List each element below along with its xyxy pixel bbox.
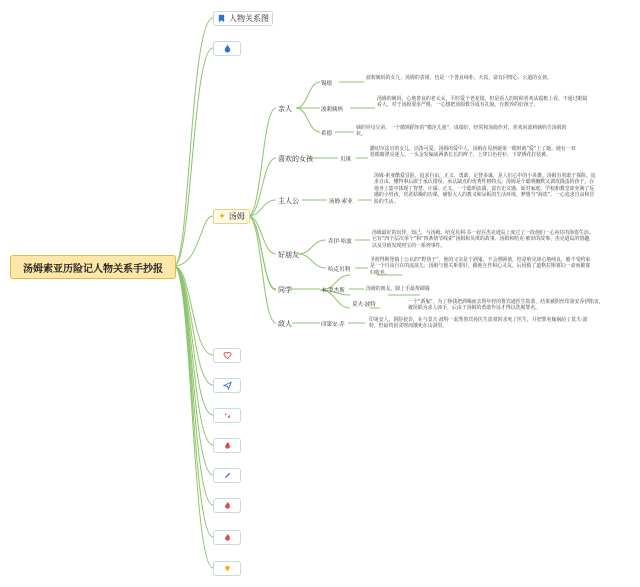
- fire-icon: [223, 501, 232, 510]
- desc-huck: 圣彼得斯堡镇上公认的“野孩子”，他的父亲是个酒鬼，不会照顾他。但是哈克却心地纯良，豁不受约束是一个自由自在的流浪儿；汤姆与他关系要好，跟他互作和心灵友。后因救了道格拉斯寡妇一命而被寡妇收养。: [370, 257, 591, 276]
- group-classmate: 同学: [278, 286, 292, 294]
- group-family: 亲人: [278, 105, 292, 113]
- person-mary: 希德: [321, 131, 333, 137]
- side-node-4: [213, 438, 241, 453]
- side-node-7: [213, 530, 241, 545]
- desc-injun: 印第安人，阴险狡诈，在与莫夫·波特一起帮鲁宾孙医生盗墓时杀死了医生，并把罪名嫁祸给了莫夫·波特，但最终因贪财而饿死在山洞里。: [369, 317, 588, 330]
- root-title: 汤姆索亚历险记人物关系手抄报: [23, 263, 163, 275]
- desc-polly: 汤姆的姨妈，心地善良的老太太，平时爱个老花镜，但是看人的时候喜欢从镜框上看，不通过眼镜看人，对于汤姆要求严格，一心想把汤姆教导成有礼貌，有教养的好孩子。: [377, 96, 588, 109]
- group-crush: 喜欢的女孩: [278, 155, 313, 163]
- desc-muff: 一个“酒鬼”，为了挣钱把酒喝而去帮年轻的鲁宾逊医生盗墓，结果被阴丝印第安乔伊陷害，被误陷为杀人凶手，后由于汤姆的勇敢作证才得以洗脱罪名。: [408, 299, 604, 312]
- person-huck: 哈克贝利: [328, 267, 351, 273]
- desc-mary: 姨的异母兄弟，一个循规蹈矩的“模范儿童”，成绩好，经常和汤姆作对，喜欢向波莉姨妈告汤姆的状。: [356, 125, 567, 138]
- person-sid: 锡德: [321, 81, 333, 87]
- desc-joe: 汤姆最好的玩伴，知己，与汤姆、哈克贝利·芬一起在杰克逊岛上度过了一段他们一心向往的海盗生活。它有“四个层次举个”和“四条情节线索”汤姆和贝琪的故事、汤姆和哈克·被审的故事、杰克逊岛的情趣，以及导致发现财宝的一系列事件。: [372, 230, 594, 249]
- group-enemy: 敌人: [278, 320, 292, 328]
- person-tom-sawyer: 汤姆·索亚: [329, 199, 353, 205]
- pencil-icon: [223, 471, 232, 480]
- fire-icon: [223, 441, 232, 450]
- side-node-1: [213, 348, 241, 363]
- person-ben: 本·罗杰斯: [321, 288, 345, 294]
- desc-ben: 汤姆的朋友，除上手最帮刷墙: [366, 286, 430, 292]
- star-icon: ✦: [218, 211, 226, 222]
- top-node-relation-chart: [213, 11, 273, 26]
- side-node-2: [213, 378, 241, 393]
- bookmark-icon: [217, 14, 226, 23]
- person-injun: 印第安·乔: [321, 322, 345, 328]
- desc-becky: 撒切尔法官的女儿，活泼可爱，汤姆的爱中人，汤姆在见到她第一眼时就“爱”上了她。她有一双蓝眼睛漂亮迷人，一头金发编成两条长长的辫子，上穿白色衬衫，下穿绣花打装裤。: [370, 146, 576, 159]
- sparkle-icon: [223, 411, 232, 420]
- fire-icon: [223, 533, 232, 542]
- heart-icon: [223, 351, 232, 360]
- side-node-5: [213, 468, 241, 483]
- desc-tom-sawyer: 汤姆·索亚酷爱冒险，追求自由，正义、勇敢，足智多谋，是人们心中的小英雄。汤姆有着敢于探险、追求自由、懂得事后敢于承认错误、承认缺点的优秀性格特点。汤姆是个聪明幽默又调皮捣蛋的孩子，在他身上集中体现了智慧、计谋、正义、一个聪明流淌，富有正义感、面对家庭、学校和教堂却充满了反感的小男孩，厌恶枯燥的功课，痛恨大人的教义和呆板的生活环境，梦想当“海盗”，一心追求自由和冒险的生活。: [374, 173, 596, 205]
- diamond-icon: [223, 564, 232, 573]
- mindmap-root: [10, 255, 176, 279]
- group-protagonist: 主人公: [278, 197, 299, 205]
- person-muff: 莫夫·波特: [352, 302, 376, 308]
- desc-sid: 波莉姨妈的女儿，汤姆的表姐，也是一个善良纯朴、天真，富有同情心、公道的女孩。: [366, 75, 552, 81]
- person-polly: 波莉姨妈: [321, 107, 344, 113]
- group-friends: 好朋友: [278, 251, 299, 259]
- send-icon: [223, 381, 232, 390]
- tom-label: 汤姆: [228, 212, 245, 221]
- top-node-fire: [213, 41, 241, 56]
- droplet-icon: [223, 44, 232, 53]
- person-becky: 贝琪: [340, 157, 352, 163]
- person-joe: 乔伊·哈波: [328, 239, 352, 245]
- side-node-3: [213, 408, 241, 423]
- side-node-6: [213, 498, 241, 513]
- top-node-label: 人物关系图: [229, 14, 269, 23]
- side-node-8: [213, 561, 241, 576]
- tom-node: [213, 209, 250, 224]
